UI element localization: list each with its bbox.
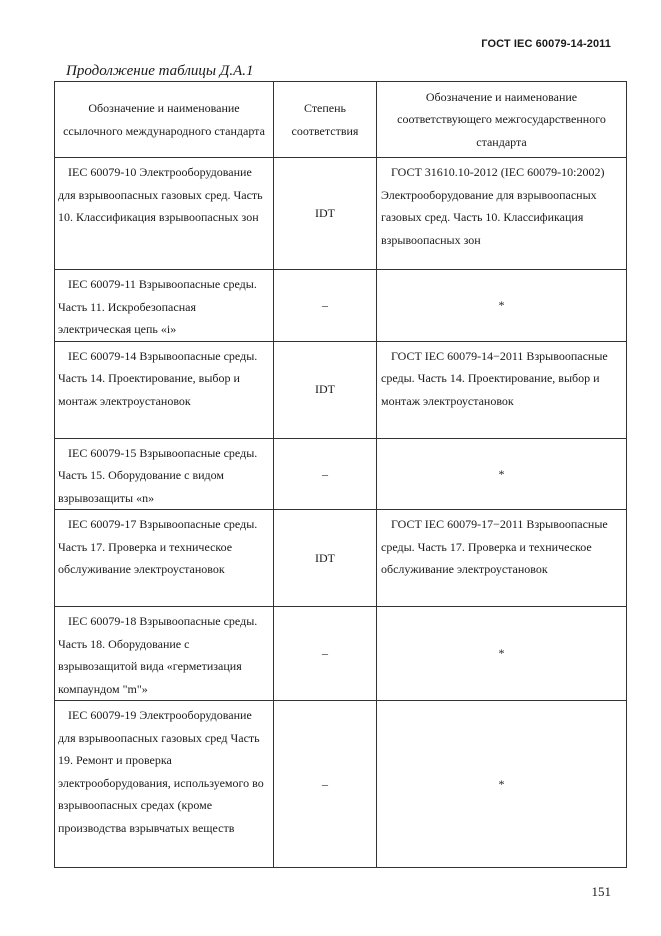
national-standard-cell: ГОСТ 31610.10-2012 (IEC 60079-10:2002) Электрооборудование для взрывоопасных газовых сред. Часть 10. Классификация взрывоопасных зон (377, 158, 627, 270)
degree-cell: – (274, 438, 377, 510)
national-standard-cell: * (377, 701, 627, 868)
intl-standard-cell: IEC 60079-14 Взрывоопасные среды. Часть 14. Проектирование, выбор и монтаж электроустановок (55, 341, 274, 438)
intl-standard-cell: IEC 60079-18 Взрывоопасные среды. Часть 18. Оборудование с взрывозащитой вида «герметизация компаундом "m"» (55, 607, 274, 701)
intl-standard-cell: IEC 60079-11 Взрывоопасные среды. Часть 11. Искробезопасная электрическая цепь «i» (55, 270, 274, 342)
national-standard-cell: * (377, 607, 627, 701)
national-standard-cell: * (377, 270, 627, 342)
table-row (55, 607, 627, 701)
table-row (55, 438, 627, 510)
national-standard-cell: ГОСТ IEC 60079-14−2011 Взрывоопасные среды. Часть 14. Проектирование, выбор и монтаж электроустановок (377, 341, 627, 438)
column-header-national: Обозначение и наименование соответствующего межгосударственного стандарта (377, 82, 627, 158)
degree-cell: IDT (274, 341, 377, 438)
degree-cell: IDT (274, 510, 377, 607)
reference-table (54, 81, 627, 868)
document-code: ГОСТ IEC 60079-14-2011 (481, 38, 611, 50)
table-row (55, 701, 627, 868)
intl-standard-cell: IEC 60079-17 Взрывоопасные среды. Часть 17. Проверка и техническое обслуживание электроустановок (55, 510, 274, 607)
page-number: 151 (591, 884, 611, 899)
intl-standard-cell: IEC 60079-15 Взрывоопасные среды. Часть 15. Оборудование с видом взрывозащиты «n» (55, 438, 274, 510)
degree-cell: – (274, 701, 377, 868)
table-row (55, 510, 627, 607)
column-header-intl: Обозначение и наименование ссылочного международного стандарта (55, 82, 274, 158)
intl-standard-cell: IEC 60079-10 Электрооборудование для взрывоопасных газовых сред. Часть 10. Классификация взрывоопасных зон (55, 158, 274, 270)
column-header-degree: Степень соответствия (274, 82, 377, 158)
table-caption: Продолжение таблицы Д.А.1 (66, 63, 254, 79)
table-row (55, 158, 627, 270)
national-standard-cell: ГОСТ IEC 60079-17−2011 Взрывоопасные среды. Часть 17. Проверка и техническое обслуживание электроустановок (377, 510, 627, 607)
degree-cell: – (274, 607, 377, 701)
table-row (55, 341, 627, 438)
national-standard-cell: * (377, 438, 627, 510)
degree-cell: IDT (274, 158, 377, 270)
degree-cell: – (274, 270, 377, 342)
intl-standard-cell: IEC 60079-19 Электрооборудование для взрывоопасных газовых сред Часть 19. Ремонт и проверка электрооборудования, используемого во взрывоопасных средах (кроме производства взрывчатых веществ (55, 701, 274, 868)
table-row (55, 270, 627, 342)
